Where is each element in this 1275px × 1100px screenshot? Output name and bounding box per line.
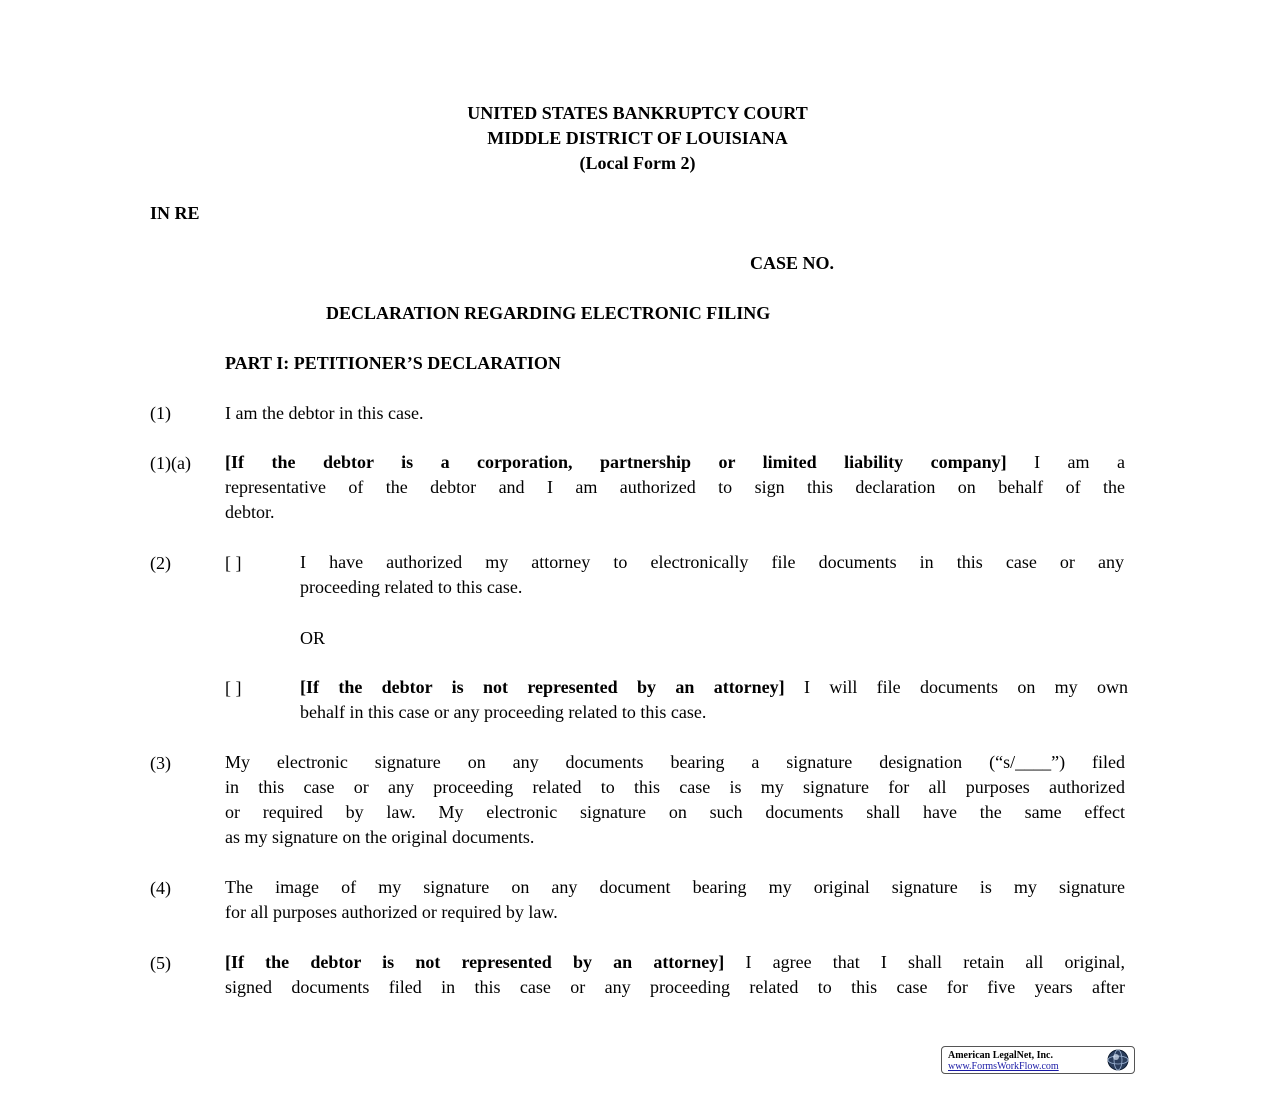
- item-2-option-1-line-2: proceeding related to this case.: [300, 577, 523, 597]
- item-2-option-1-line-1: I have authorized my attorney to electronically file documents in this case or any: [300, 552, 1124, 572]
- form-number: (Local Form 2): [579, 153, 696, 173]
- globe-icon: [1105, 1048, 1131, 1072]
- logo-company-name: American LegalNet, Inc.: [948, 1050, 1053, 1061]
- item-1-text: I am the debtor in this case.: [225, 403, 424, 423]
- document-title: DECLARATION REGARDING ELECTRONIC FILING: [326, 303, 771, 323]
- item-2-option-self: [300, 675, 1128, 725]
- item-1a-number: (1)(a): [150, 453, 191, 473]
- item-1-number: (1): [150, 403, 171, 423]
- item-3-line-3: or required by law. My electronic signature on such documents shall have the same effect: [225, 802, 1125, 822]
- court-name: UNITED STATES BANKRUPTCY COURT: [467, 103, 808, 123]
- item-5-line-1-rest: I agree that I shall retain all original,: [724, 952, 1125, 972]
- item-3-line-1: My electronic signature on any documents bearing a signature designation (“s/____”) filed: [225, 752, 1125, 772]
- item-5-condition: [If the debtor is not represented by an attorney]: [225, 952, 725, 972]
- item-5-line-2: signed documents filed in this case or any proceeding related to this case for five years after: [225, 977, 1125, 997]
- item-2-option-attorney: [300, 550, 1124, 600]
- american-legalnet-logo[interactable]: [941, 1046, 1135, 1074]
- item-2-checkbox-self[interactable]: [ ]: [225, 678, 242, 698]
- item-2-number: (2): [150, 553, 171, 573]
- item-1a-line-3: debtor.: [225, 502, 275, 522]
- item-1a-line-1: [225, 450, 1125, 475]
- item-5-line-1: [225, 950, 1125, 975]
- item-5-paragraph: [225, 950, 1125, 1000]
- case-no-label: CASE NO.: [750, 253, 835, 273]
- item-3-paragraph: [225, 750, 1125, 850]
- in-re-label: IN RE: [150, 203, 200, 223]
- item-1a-condition: [If the debtor is a corporation, partnership or limited liability company]: [225, 452, 1007, 472]
- item-5-number: (5): [150, 953, 171, 973]
- item-4-line-1: The image of my signature on any document bearing my original signature is my signature: [225, 877, 1125, 897]
- item-4-number: (4): [150, 878, 171, 898]
- item-1a-line-1-rest: I am a: [1006, 452, 1125, 472]
- item-3-line-4: as my signature on the original documents.: [225, 827, 535, 847]
- district-name: MIDDLE DISTRICT OF LOUISIANA: [487, 128, 788, 148]
- part-one-heading: PART I: PETITIONER’S DECLARATION: [225, 353, 561, 373]
- item-2-or-label: OR: [300, 628, 326, 648]
- item-2-option-2-line-2: behalf in this case or any proceeding related to this case.: [300, 702, 707, 722]
- item-2-checkbox-attorney[interactable]: [ ]: [225, 553, 242, 573]
- item-2-option-2-line-1-rest: I will file documents on my own: [784, 677, 1128, 697]
- item-4-paragraph: [225, 875, 1125, 925]
- item-3-number: (3): [150, 753, 171, 773]
- item-1a-paragraph: [225, 450, 1125, 525]
- item-4-line-2: for all purposes authorized or required by law.: [225, 902, 558, 922]
- item-3-line-2: in this case or any proceeding related to this case is my signature for all purposes authorized: [225, 777, 1125, 797]
- item-1a-line-2: representative of the debtor and I am authorized to sign this declaration on behalf of the: [225, 477, 1125, 497]
- logo-url-link[interactable]: www.FormsWorkFlow.com: [948, 1061, 1059, 1072]
- item-2-option-2-condition: [If the debtor is not represented by an attorney]: [300, 677, 785, 697]
- item-2-option-2-line-1: [300, 675, 1128, 700]
